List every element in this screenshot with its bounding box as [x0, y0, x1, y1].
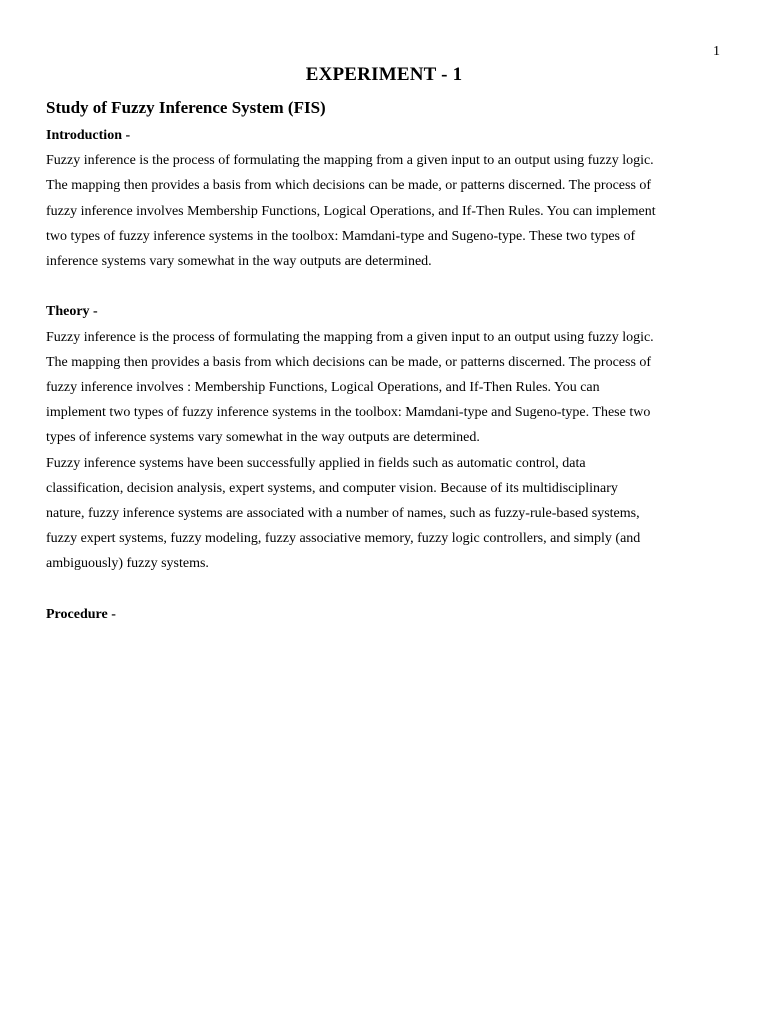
paragraph-line: Fuzzy inference is the process of formulating the mapping from a given input to an output using fuzzy logic. [46, 329, 654, 345]
paragraph-line: two types of fuzzy inference systems in the toolbox: Mamdani-type and Sugeno-type. These two types of [46, 228, 636, 244]
paragraph-line: fuzzy expert systems, fuzzy modeling, fuzzy associative memory, fuzzy logic controllers, and simply (and [46, 531, 641, 547]
theory-paragraph [46, 325, 726, 577]
paragraph-line: implement two types of fuzzy inference systems in the toolbox: Mamdani-type and Sugeno-type. These two [46, 405, 651, 421]
paragraph-line: Fuzzy inference is the process of formulating the mapping from a given input to an output using fuzzy logic. [46, 153, 654, 169]
section-spacer [46, 274, 726, 299]
introduction-paragraph [46, 148, 726, 274]
page-title: EXPERIMENT - 1 [305, 64, 463, 85]
paragraph-line: types of inference systems vary somewhat in the way outputs are determined. [46, 430, 480, 446]
paragraph-line: nature, fuzzy inference systems are associated with a number of names, such as fuzzy-rule-based systems, [46, 506, 640, 522]
paragraph-line: The mapping then provides a basis from which decisions can be made, or patterns discerned. The process of [46, 354, 652, 370]
paragraph-line: fuzzy inference involves : Membership Functions, Logical Operations, and If-Then Rules. You can [46, 380, 600, 396]
document-body [46, 97, 726, 627]
paragraph-line: inference systems vary somewhat in the way outputs are determined. [46, 254, 432, 270]
experiment-subtitle: Study of Fuzzy Inference System (FIS) [46, 98, 326, 117]
paragraph-line: The mapping then provides a basis from which decisions can be made, or patterns discerned. The process of [46, 178, 652, 194]
section-spacer [46, 577, 726, 602]
procedure-heading: Procedure - [46, 606, 116, 622]
paragraph-line: fuzzy inference involves Membership Functions, Logical Operations, and If-Then Rules. You can implement [46, 203, 656, 219]
introduction-heading: Introduction - [46, 128, 131, 143]
page-number: 1 [713, 44, 720, 59]
paragraph-line: ambiguously) fuzzy systems. [46, 556, 209, 572]
paragraph-line: Fuzzy inference systems have been successfully applied in fields such as automatic control, data [46, 455, 586, 471]
theory-heading: Theory - [46, 304, 98, 320]
paragraph-line: classification, decision analysis, expert systems, and computer vision. Because of its multidisciplinary [46, 480, 618, 496]
